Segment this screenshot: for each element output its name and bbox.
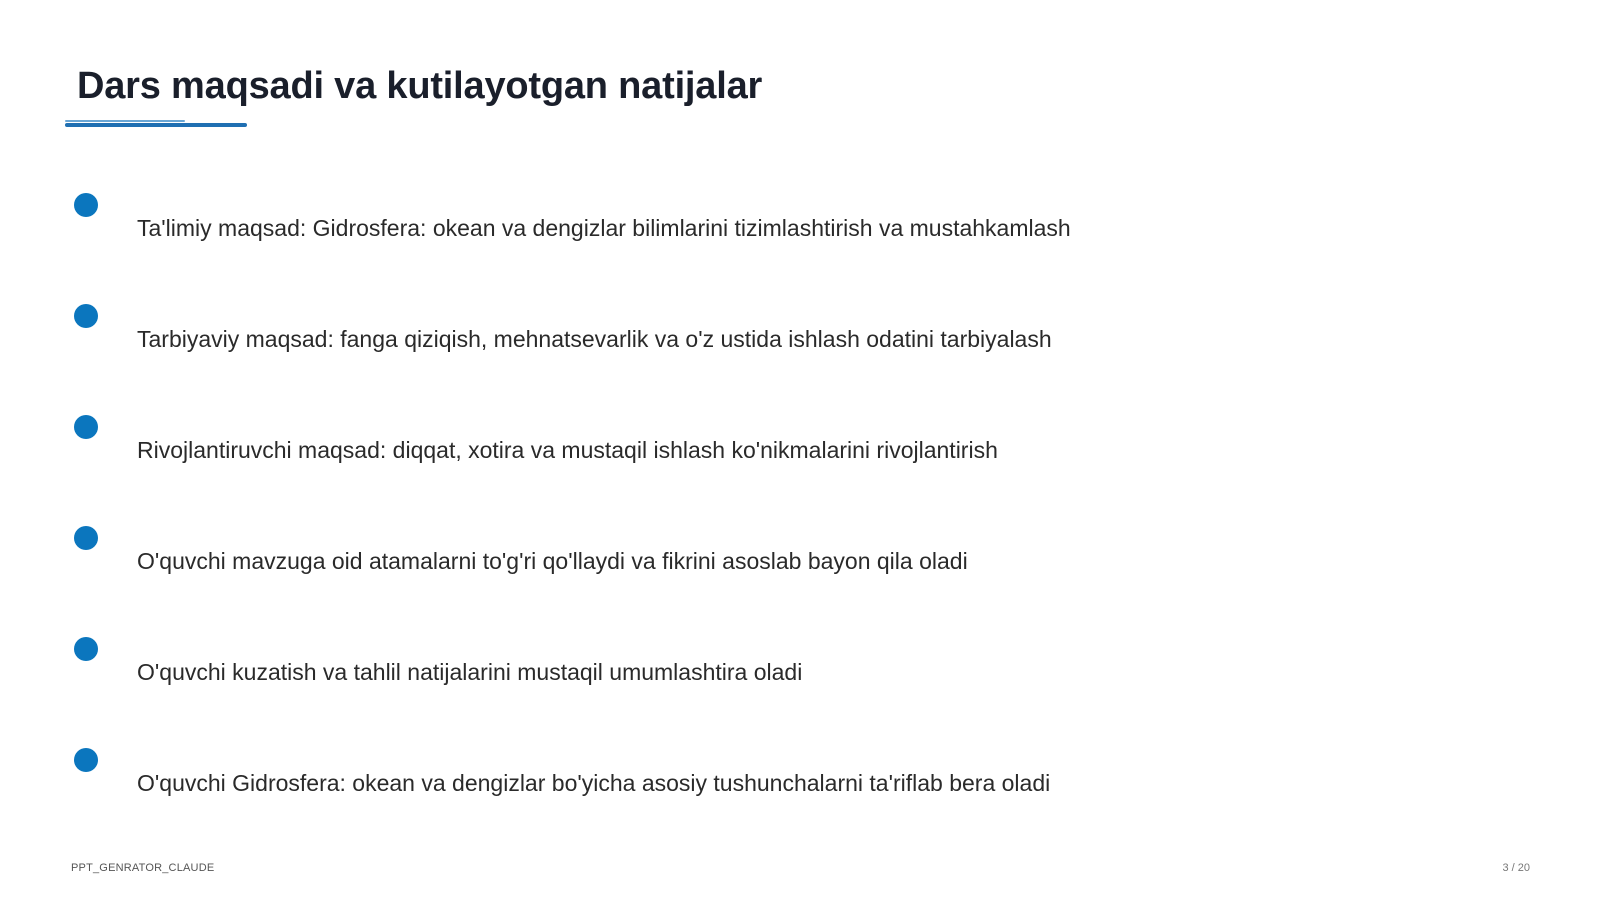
footer-source-label: PPT_GENRATOR_CLAUDE bbox=[71, 862, 215, 874]
bullet-text: O'quvchi Gidrosfera: okean va dengizlar bo'yicha asosiy tushunchalarni ta'riflab bera oladi bbox=[137, 770, 1051, 796]
bullet-dot-icon bbox=[74, 415, 98, 439]
bullet-dot-icon bbox=[74, 193, 98, 217]
bullet-item bbox=[0, 637, 1600, 717]
bullet-text: O'quvchi mavzuga oid atamalarni to'g'ri qo'llaydi va fikrini asoslab bayon qila oladi bbox=[137, 548, 968, 574]
bullet-text: Tarbiyaviy maqsad: fanga qiziqish, mehnatsevarlik va o'z ustida ishlash odatini tarbiyalash bbox=[137, 326, 1052, 352]
bullet-dot-icon bbox=[74, 748, 98, 772]
bullet-item bbox=[0, 748, 1600, 828]
slide-title: Dars maqsadi va kutilayotgan natijalar bbox=[77, 65, 763, 107]
bullet-dot-icon bbox=[74, 526, 98, 550]
page-number: 3 / 20 bbox=[1502, 862, 1530, 874]
bullet-dot-icon bbox=[74, 304, 98, 328]
bullet-item bbox=[0, 304, 1600, 384]
bullet-item bbox=[0, 526, 1600, 606]
bullet-text: Rivojlantiruvchi maqsad: diqqat, xotira va mustaqil ishlash ko'nikmalarini rivojlantirish bbox=[137, 437, 998, 463]
bullet-item bbox=[0, 415, 1600, 495]
bullet-text: Ta'limiy maqsad: Gidrosfera: okean va dengizlar bilimlarini tizimlashtirish va mustahkamlash bbox=[137, 215, 1071, 241]
bullet-item bbox=[0, 193, 1600, 273]
bullet-dot-icon bbox=[74, 637, 98, 661]
bullet-text: O'quvchi kuzatish va tahlil natijalarini mustaqil umumlashtira oladi bbox=[137, 659, 803, 685]
